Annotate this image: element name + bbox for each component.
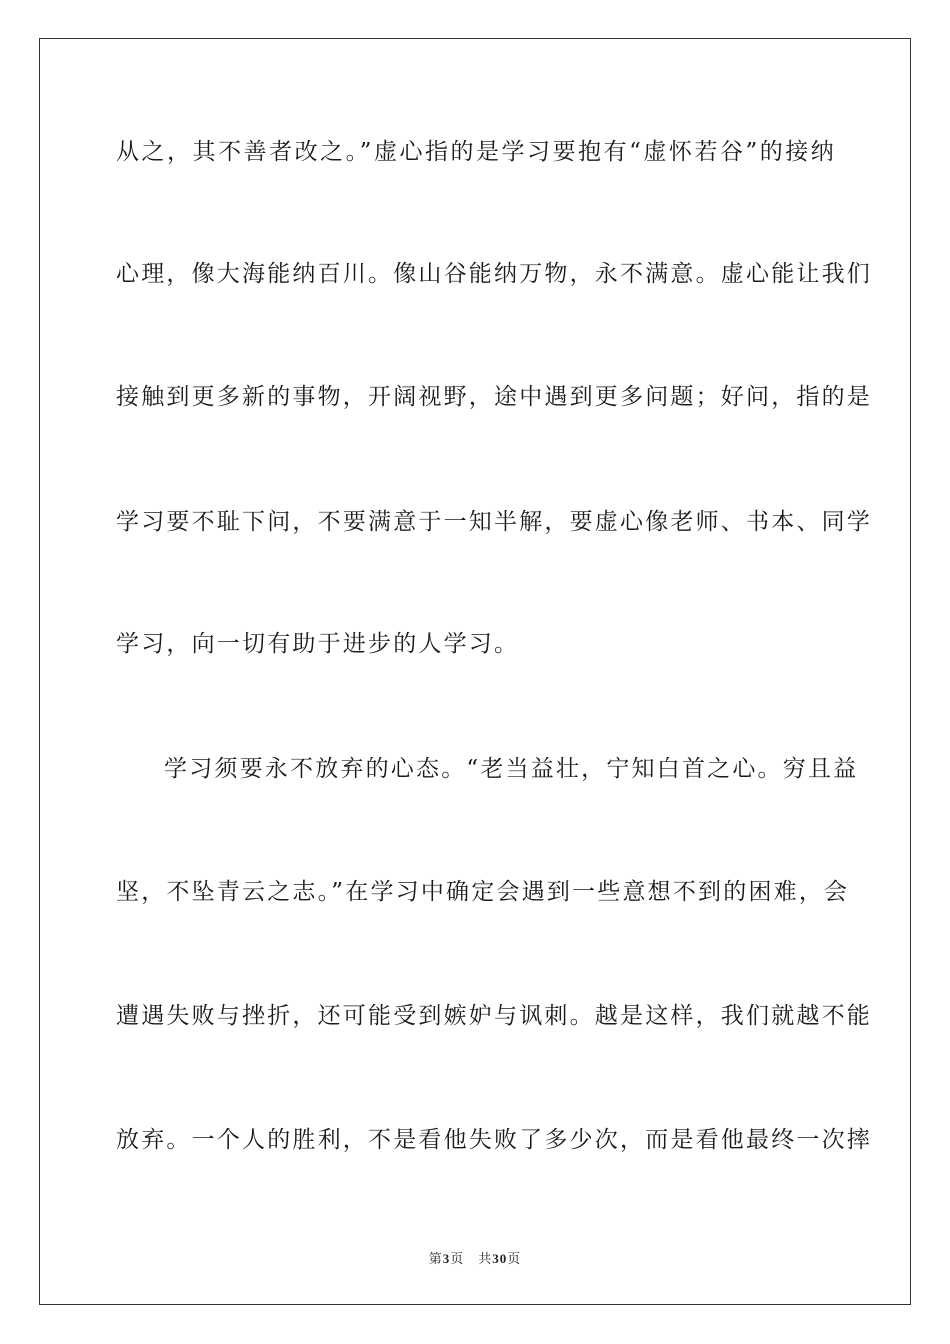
page-footer [0, 1248, 950, 1267]
text-line-5: 学习，向一切有助于进步的人学习。 [116, 631, 520, 657]
text-line-8: 遭遇失败与挫折，还可能受到嫉妒与讽刺。越是这样，我们就越不能 [116, 1003, 872, 1029]
text-line-4: 学习要不耻下问，不要满意于一知半解，要虚心像老师、书本、同学 [116, 509, 872, 535]
total-suffix: 页 [507, 1252, 522, 1267]
page-border [39, 38, 911, 1305]
text-line-7: 坚，不坠青云之志。”在学习中确定会遇到一些意想不到的困难，会 [116, 879, 850, 905]
paragraph-start-line: 学习须要永不放弃的心态。“老当益壮，宁知白首之心。穷且益 [164, 756, 859, 782]
text-line-1: 从之，其不善者改之。”虚心指的是学习要抱有“虚怀若谷”的接纳 [116, 139, 836, 165]
text-line-9: 放弃。一个人的胜利，不是看他失败了多少次，而是看他最终一次摔 [116, 1127, 872, 1153]
total-pages: 30 [492, 1251, 508, 1266]
page-suffix: 页 [450, 1252, 465, 1267]
page-number: 3 [442, 1251, 451, 1266]
text-line-2: 心理，像大海能纳百川。像山谷能纳万物，永不满意。虚心能让我们 [116, 261, 872, 287]
page-prefix: 第 [428, 1252, 443, 1267]
text-line-3: 接触到更多新的事物，开阔视野，途中遇到更多问题；好问，指的是 [116, 384, 872, 410]
total-prefix: 共 [478, 1252, 493, 1267]
